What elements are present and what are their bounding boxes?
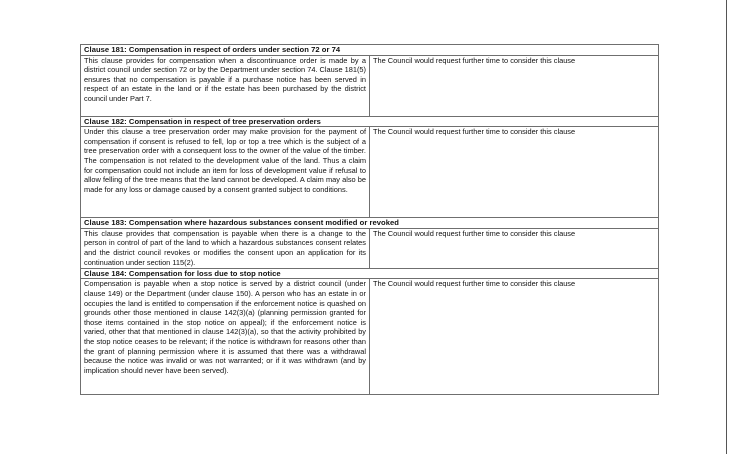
clause-183-heading: Clause 183: Compensation where hazardous substances consent modified or revoked (81, 218, 659, 229)
page-edge-divider (726, 0, 727, 454)
clause-181-response: The Council would request further time to consider this clause (370, 55, 659, 116)
clause-182-description: Under this clause a tree preservation order may make provision for the payment of compensation if consent is refused to fell, lop or top a tree which is the subject of a tree preservation order with a consequent loss to the owner of the value of the timber. The compensation is not related to the development value of the land. Thus a claim for compensation could not include an item for loss of development value if refusal to allow felling of the tree means that the land cannot be developed. A claim may also be made for any loss or damage caused by a consent granted subject to conditions. (81, 127, 370, 218)
clause-heading-row (81, 116, 659, 127)
clause-body-row (81, 279, 659, 395)
clauses-table (80, 44, 659, 395)
clause-181-heading: Clause 181: Compensation in respect of orders under section 72 or 74 (81, 45, 659, 56)
clause-181-description: This clause provides for compensation when a discontinuance order is made by a district council under section 72 or by the Department under section 74. Clause 181(5) ensures that no compensation is payable if a purchase notice has been served in respect of an estate in the land or if the estate has been purchased by the district council under Part 7. (81, 55, 370, 116)
clause-184-heading: Clause 184: Compensation for loss due to stop notice (81, 268, 659, 279)
clause-body-row (81, 127, 659, 218)
clause-183-description: This clause provides that compensation is payable when there is a change to the person in control of part of the land to which a hazardous substances consent relates and the district council revokes or modifies the consent upon an application for its continuation under section 115(2). (81, 228, 370, 268)
clause-body-row (81, 228, 659, 268)
clause-182-heading: Clause 182: Compensation in respect of tree preservation orders (81, 116, 659, 127)
clause-heading-row (81, 45, 659, 56)
clause-heading-row (81, 268, 659, 279)
clause-184-response: The Council would request further time to consider this clause (370, 279, 659, 395)
clause-body-row (81, 55, 659, 116)
clause-184-description: Compensation is payable when a stop notice is served by a district council (under clause 149) or the Department (under clause 150). A person who has an estate in or occupies the land is entitled to compensation if the enforcement notice is quashed on grounds other those mentioned in clause 142(3)(a) (planning permission granted for those items contained in the stop notice on appeal); if the enforcement notice is varied, other that that mentioned in clause 142(3)(a), so that the activity prohibited by the stop notice ceases to be relevant; if the notice is withdrawn for reasons other than the grant of planning permission where it is assumed that there was a withdrawal because the notice was invalid or was not warranted; or if it was withdrawn (and by implication should never have been served). (81, 279, 370, 395)
clause-182-response: The Council would request further time to consider this clause (370, 127, 659, 218)
clause-heading-row (81, 218, 659, 229)
clause-183-response: The Council would request further time to consider this clause (370, 228, 659, 268)
